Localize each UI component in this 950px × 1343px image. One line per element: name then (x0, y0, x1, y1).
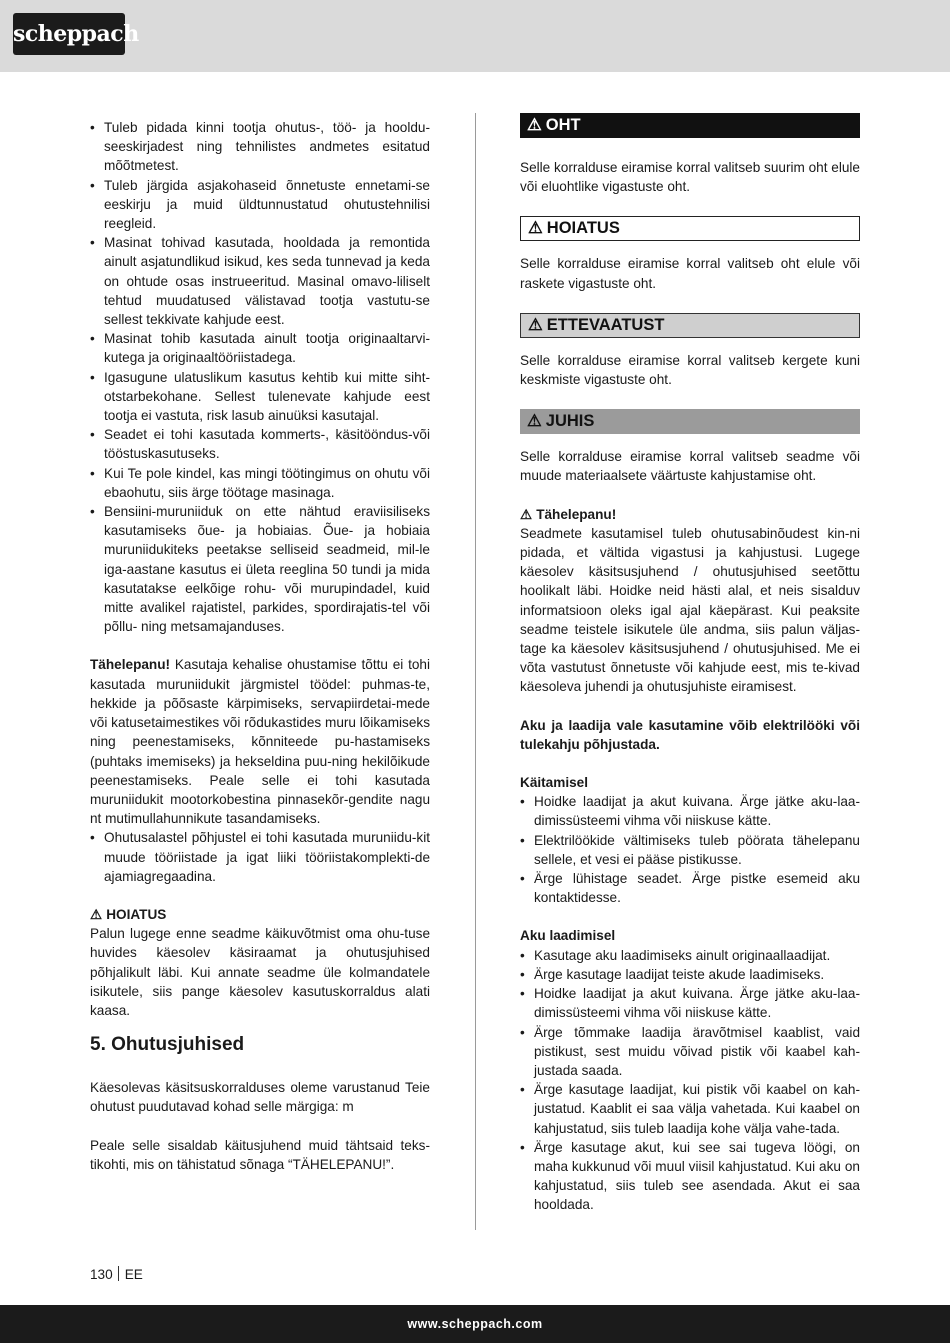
danger-text: Selle korralduse eiramise korral valitseb suurim oht elule või eluohtlike vigastuste oht. (520, 160, 860, 195)
list-item: • Kasutage aku laadimiseks ainult originaallaadijat. (520, 946, 860, 965)
list-item: • Tuleb järgida asjakohaseid õnnetuste ennetami-se eeskirju ja muid üldtunnustatud ohutustehnilisi reegleid. (90, 176, 430, 234)
list-item: • Hoidke laadijat ja akut kuivana. Ärge jätke aku-laa-dimissüsteemi vihma või niiskuse kätte. (520, 984, 860, 1022)
page-number: 130 (90, 1267, 113, 1282)
list-item: • Ärge tõmmake laadija äravõtmisel kaablist, vaid pistikust, sest muidu võivad pistik või kaabel kah-justada saada. (520, 1023, 860, 1081)
header-bar (0, 0, 950, 72)
list-item: • Masinat tohivad kasutada, hooldada ja remontida ainult asjatundlikud isikud, kes seda tunnevad ja keda on ohtude osas instrueeritud. Masinal omavo-liliselt tehtud muudatused välistavad tootja vastutu-se sellest tekkivate kahjude eest. (90, 233, 430, 329)
charging-heading: Aku laadimisel (520, 928, 616, 944)
left-column (90, 118, 430, 1174)
warning-triangle-icon: ⚠ (520, 506, 533, 522)
list-item: • Ärge lühistage seadet. Ärge pistke esemeid aku kontaktidesse. (520, 869, 860, 907)
safety-rules-list-2 (90, 828, 430, 886)
warning-triangle-icon: ⚠ (527, 116, 542, 134)
warning-heading (90, 905, 430, 924)
charging-list (520, 946, 860, 1215)
section-paragraph-2: Peale selle sisaldab käitusjuhend muid tähtsaid teks-tikohti, mis on tähistatud sõnaga “TÄHELEPANU!”. (90, 1137, 430, 1172)
warning-triangle-icon: ⚠ (528, 315, 543, 334)
note-label: JUHIS (545, 412, 595, 431)
attention-label: Tähelepanu! (536, 506, 617, 522)
page-footer (90, 1265, 143, 1284)
list-item: • Ärge kasutage akut, kui see sai tugeva löögi, on maha kukkunud või muul viisil kahjustatud. Kui aku on kahjustatud, siis tuleb see asendada. Akut ei saa hooldada. (520, 1138, 860, 1215)
warning-paragraph: Palun lugege enne seadme käikuvõtmist oma ohu-tuse huvides käesolev käsiraamat ja ohutusjuhised põhjalikult läbi. Kui annate seadme üle kolmandatele isikutele, siis pange käesolev kasutuskorraldus alati kaasa. (90, 926, 430, 1018)
website-link[interactable]: www.scheppach.com (407, 1317, 543, 1331)
warning-triangle-icon: ⚠ (528, 219, 543, 238)
list-item: • Masinat tohib kasutada ainult tootja originaaltarvi-kutega ja originaaltööriistadega. (90, 329, 430, 367)
language-code: EE (124, 1267, 143, 1282)
attention-heading (520, 505, 860, 524)
list-item: • Kui Te pole kindel, kas mingi töötingimus on ohutu või ebaohutu, siis ärge töötage masinaga. (90, 464, 430, 502)
list-item: • Ohutusalastel põhjustel ei tohi kasutada muruniidu-kit muude tööriistade ja igat liiki tööriistakomplekti-de ajamiagregaadina. (90, 828, 430, 886)
list-item: • Bensiini-muruniiduk on ette nähtud eraviisiliseks kasutamiseks õue- ja hobiaias. Õue- ja hobiaia muruniidukiteks peetakse selliseid seadmeid, mil-le iga-aastane kasutus ei ületa reeglina 50 tundi ja mida kasutatakse eelkõige rohu- või murupindadel, kuid mitte avalikel rajatistel, parkides, spordirajatis-tel või põllu- ning metsamajanduses. (90, 502, 430, 636)
operation-heading: Käitamisel (520, 775, 589, 791)
note-box (520, 409, 860, 434)
caution-label: ETTEVAATUST (546, 315, 665, 334)
list-item: • Tuleb pidada kinni tootja ohutus-, töö- ja hooldu-seeskirjadest ning tehnilistes andmetes esitatud mõõtmetest. (90, 118, 430, 176)
list-item: • Ärge kasutage laadijat, kui pistik või kaabel on kah-justatud. Kaablit ei saa välja vahetada. Kui kaabel on kahjustatud, siis tuleb laadija kohe välja vahe-tada. (520, 1080, 860, 1138)
list-item: • Igasugune ulatuslikum kasutus kehtib kui mitte siht-otstarbekohane. Sellest tulenevate kahjude eest tootja ei vastuta, risk lasub ainuüksi kasutajal. (90, 368, 430, 426)
list-item: • Elektrilöökide vältimiseks tuleb pöörata tähelepanu sellele, et vesi ei pääse pistikusse. (520, 831, 860, 869)
warning-box-text: Selle korralduse eiramise korral valitseb oht elule või raskete vigastuste oht. (520, 256, 860, 291)
section-paragraph-1: Käesolevas käsitsuskorralduses oleme varustanud Teie ohutust puudutavad kohad selle märgiga: m (90, 1080, 430, 1115)
warning-triangle-icon: ⚠ (527, 412, 542, 431)
warning-triangle-icon: ⚠ (90, 906, 103, 922)
list-item: • Hoidke laadijat ja akut kuivana. Ärge jätke aku-laa-dimissüsteemi vihma või niiskuse kätte. (520, 792, 860, 830)
warning-box-label: HOIATUS (546, 219, 620, 238)
caution-text: Selle korralduse eiramise korral valitseb kergete kuni keskmiste vigastuste oht. (520, 352, 860, 388)
warning-label: HOIATUS (106, 906, 167, 922)
caution-box (520, 313, 860, 338)
danger-label: OHT (545, 116, 581, 134)
operation-list (520, 792, 860, 907)
attention-text: Kasutaja kehalise ohustamise tõttu ei tohi kasutada muruniidukit järgmistel töödel: puhmas-te, hekkide ja põõsaste kärpimiseks, servapiirdetai-mede või katusetaimestikes või rõdukastides muru lõikamiseks ning peenestamiseks, kõnniteede pu-hastamiseks (puhtaks imemiseks) ja hekseldina puu-ning hekilõikude peenestamiseks. Peale selle ei tohi kasutada muruniidukit mootorkobestina pinnasekõr-gendite nagu nt mutimullahunnikute tasandamiseks. (90, 657, 430, 827)
note-text: Selle korralduse eiramise korral valitseb seadme või muude materiaalsete väärtuste kahjustamise oht. (520, 449, 860, 484)
column-divider (475, 113, 476, 1230)
attention-paragraph (90, 655, 430, 828)
attention-label: Tähelepanu! (90, 657, 171, 673)
list-item: • Seadet ei tohi kasutada kommerts-, käsitööndus-või tööstuskasutuseks. (90, 425, 430, 463)
safety-rules-list (90, 118, 430, 636)
list-item: • Ärge kasutage laadijat teiste akude laadimiseks. (520, 965, 860, 984)
footer-bar (0, 1305, 950, 1343)
danger-box (520, 113, 860, 138)
brand-logo: scheppach (13, 13, 125, 55)
right-column (520, 113, 860, 1215)
battery-heading: Aku ja laadija vale kasutamine võib elektrilööki või tulekahju põhjustada. (520, 717, 860, 752)
section-title: 5. Ohutusjuhised (90, 1034, 245, 1056)
warning-box (520, 216, 860, 241)
attention-text: Seadmete kasutamisel tuleb ohutusabinõudest kin-ni pidada, et vältida vigastusi ja kahjustusi. Lugege käesolev käsitsusjuhend / ohutusjuhised seetõttu hoolikalt läbi. Hoidke neid hästi alal, et neis sisalduv informatsioon oleks igal ajal käepärast. Kui peaksite seadme teistele isikutele üle andma, siis palun väljas-tage ka käesolev käsitsusjuhend / ohutusjuhised. Me ei võta vastutust õnnetuste või kahjude eest, mis te-kivad käesoleva juhendi ja ohutusjuhiste eiramisest. (520, 525, 860, 695)
